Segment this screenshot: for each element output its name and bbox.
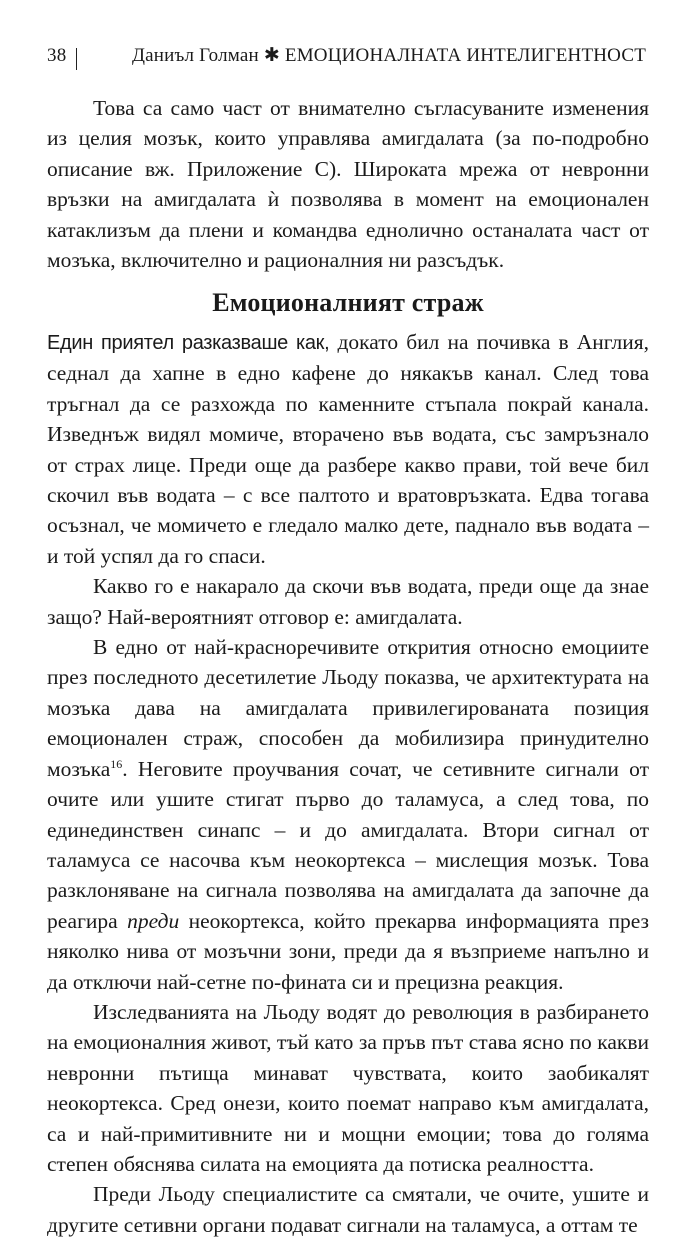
running-title: Даниъл Голман ✱ ЕМОЦИОНАЛНАТА ИНТЕЛИГЕНТНОСТ bbox=[131, 45, 646, 66]
intro-paragraph: Това са само част от внимателно съгласуваните изменения из целия мозък, които управлява амигдалата (за по-подробно описание вж. Приложение С). Широката мрежа от невронни връзки на амигдалата ѝ позволява в момент на емоционален катаклизъм да плени и командва еднолично останалата част от мозъка, включително и рационалния ни разсъдък. bbox=[47, 96, 649, 273]
section-body bbox=[47, 327, 649, 1240]
paragraph-1 bbox=[47, 327, 649, 571]
paragraph-3-text-b: . Неговите проучвания сочат, че сетивните сигнали от очите или ушите стигат първо до таламуса, а след това, по единединствен синапс – и до амигдалата. Втори сигнал от таламуса се насочва към неокортекса – мислещия мозък. Това разклоняване на сигнала позволява на амигдалата да започне да реагира bbox=[47, 756, 649, 933]
header-divider bbox=[76, 48, 77, 70]
paragraph-1-lead: Един приятел разказваше как, bbox=[47, 332, 330, 354]
intro-text bbox=[47, 93, 649, 275]
paragraph-3 bbox=[47, 632, 649, 997]
running-head bbox=[47, 44, 646, 74]
paragraph-4: Изследванията на Льоду водят до революция в разбирането на емоционалния живот, тъй като за пръв път става ясно по какви невронни пътища минават чувствата, които заобикалят неокортекса. Сред онези, които поемат направо към амигдалата, са и най-примитивните ни и мощни емоции; това до голяма степен обяснява силата на емоцията да потиска реалността. bbox=[47, 999, 649, 1176]
paragraph-3-text-a: В едно от най-красноречивите открития относно емоциите през последното десетилетие Льоду показва, че архитектурата на мозъка дава на амигдалата привилегированата позиция емоционален страж, способен да мобилизира принудително мозъка bbox=[47, 635, 649, 781]
paragraph-1-text: докато бил на почивка в Англия, седнал да хапне в едно кафене до някакъв канал. След това тръгнал да се разхожда по каменните стъпала покрай канала. Изведнъж видял момиче, вторачено във водата, със замръзнало от страх лице. Преди още да разбере какво прави, той вече бил скочил във водата – с все палтото и вратовръзката. Едва тогава осъзнал, че момичето е гледало малко дете, паднало във водата – и той успял да го спаси. bbox=[47, 330, 650, 568]
footnote-marker: 16 bbox=[110, 756, 123, 771]
emphasis-text: преди bbox=[127, 908, 180, 933]
section-title: Емоционалният страж bbox=[212, 288, 484, 317]
running-head-left bbox=[47, 45, 77, 67]
paragraph-2: Какво го е накарало да скочи във водата, преди още да знае защо? Най-вероятният отговор е: амигдалата. bbox=[47, 574, 649, 629]
page-number: 38 bbox=[47, 45, 67, 66]
paragraph-5: Преди Льоду специалистите са смятали, че очите, ушите и другите сетивни органи подават сигнали на таламуса, а оттам те bbox=[47, 1182, 649, 1237]
paragraph-3-text-c: неокортекса, който прекарва информацията през няколко нива от мозъчни зони, преди да я възприеме напълно и да отключи най-сетне по-фината си и прецизна реакция. bbox=[47, 908, 649, 994]
